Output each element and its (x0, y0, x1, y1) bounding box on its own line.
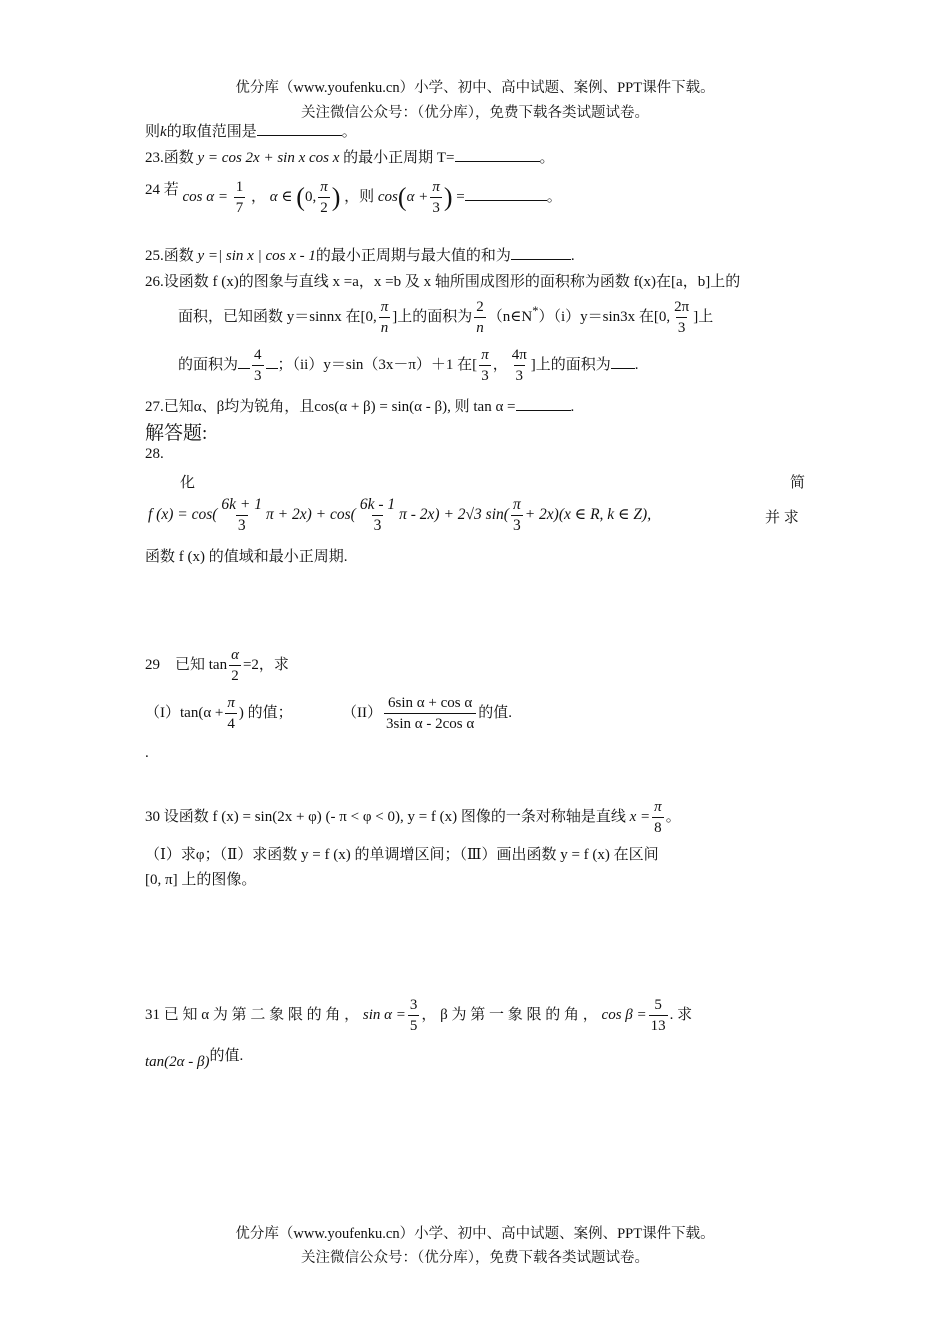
question-29-part-2: （II） $\frac{\text{6sin α + cos α}}{\text{3sin α - 2cos α}}$ 的值. (342, 695, 512, 732)
question-30: 30 设函数 f (x) = sin(2x + φ) (- π < φ < 0), y = f (x) 图像的一条对称轴是直线 x = $\frac{\pi}{8}$ 。 (145, 799, 681, 836)
question-28-formula: f (x) = cos( $\frac{6k + 1}{3}$ π + 2x) + cos( $\frac{6k - 1}{3}$ π - 2x) + 2√3 sin( $\frac{\pi}{3}$ + 2x)(x ∈ R, k ∈ Z), (148, 496, 652, 534)
header-line-1: 优分库（www.youfenku.cn）小学、初中、高中试题、案例、PPT课件下载。 (235, 80, 715, 96)
question-31-line-2: tan(2α - β)的值. (145, 1048, 244, 1070)
question-30-line-2: （Ⅰ）求φ；（Ⅱ）求函数 y = f (x) 的单调增区间；（Ⅲ）画出函数 y = f (x) 在区间 (145, 847, 659, 863)
question-22-tail: 则k的取值范围是 。 (145, 124, 357, 140)
footer-line-1: 优分库（www.youfenku.cn）小学、初中、高中试题、案例、PPT课件下载。 (235, 1226, 715, 1242)
question-28-number: 28. (145, 446, 164, 462)
question-31: 31 已 知 α 为 第 二 象 限 的 角 ， sin α = $\frac{3}{5}$ ， β 为 第 一 象 限 的 角 ， cos β = $\frac{5}{13}$ . 求 (145, 997, 693, 1034)
footer-line-2: 关注微信公众号：（优分库），免费下载各类试题试卷。 (301, 1250, 649, 1266)
question-28-jian: 简 (790, 475, 806, 491)
question-24: 24 若 cos α = $\frac{1}{7}$ ， α ∈ (0, $\frac{\pi}{2}$ ) ，则 cos(α + $\frac{\pi}{3}$ ) = 。 (145, 179, 562, 216)
header-line-2: 关注微信公众号：（优分库），免费下载各类试题试卷。 (301, 105, 649, 121)
question-25: 25.函数 y =| sin x | cos x - 1的最小正周期与最大值的和为 . (145, 248, 575, 264)
question-26-line-1: 26.设函数 f (x)的图象与直线 x =a，x =b 及 x 轴所围成图形的面积称为函数 f(x)在[a，b]上的 (145, 274, 741, 290)
question-23: 23.函数 y = cos 2x + sin x cos x 的最小正周期 T= 。 (145, 150, 555, 166)
question-29-dot: . (145, 745, 149, 761)
question-27: 27.已知α、β均为锐角，且cos(α + β) = sin(α - β), 则 tan α = . (145, 399, 575, 415)
section-heading-solve: 解答题: (145, 423, 208, 444)
question-28-hua: 化 (180, 475, 196, 491)
question-29-part-1: （I）tan(α + $\frac{\pi}{4}$ ) 的值； (145, 695, 293, 732)
question-28-line-3: 函数 f (x) 的值域和最小正周期. (145, 549, 348, 565)
question-28-bing: 并 求 (765, 510, 799, 526)
question-26-line-3: 的面积为 $\frac{4}{3}$ ；（ii）y＝sin（3x－π）＋1 在[ $\frac{\pi}{3}$ ， $\frac{4\pi}{3}$ ]上的面积为 . (178, 347, 639, 384)
question-30-line-3: [0, π] 上的图像。 (145, 872, 257, 888)
question-26-line-2: 面积，已知函数 y＝sinnx 在[0, $\frac{\pi}{n}$ ]上的面积为 $\frac{2}{n}$ （n∈N*）（i）y＝sin3x 在[0, $\frac{2\pi}{3}$ ]上 (178, 299, 714, 336)
question-29: 29 已知 tan $\frac{\alpha}{2}$ =2，求 (145, 647, 289, 684)
